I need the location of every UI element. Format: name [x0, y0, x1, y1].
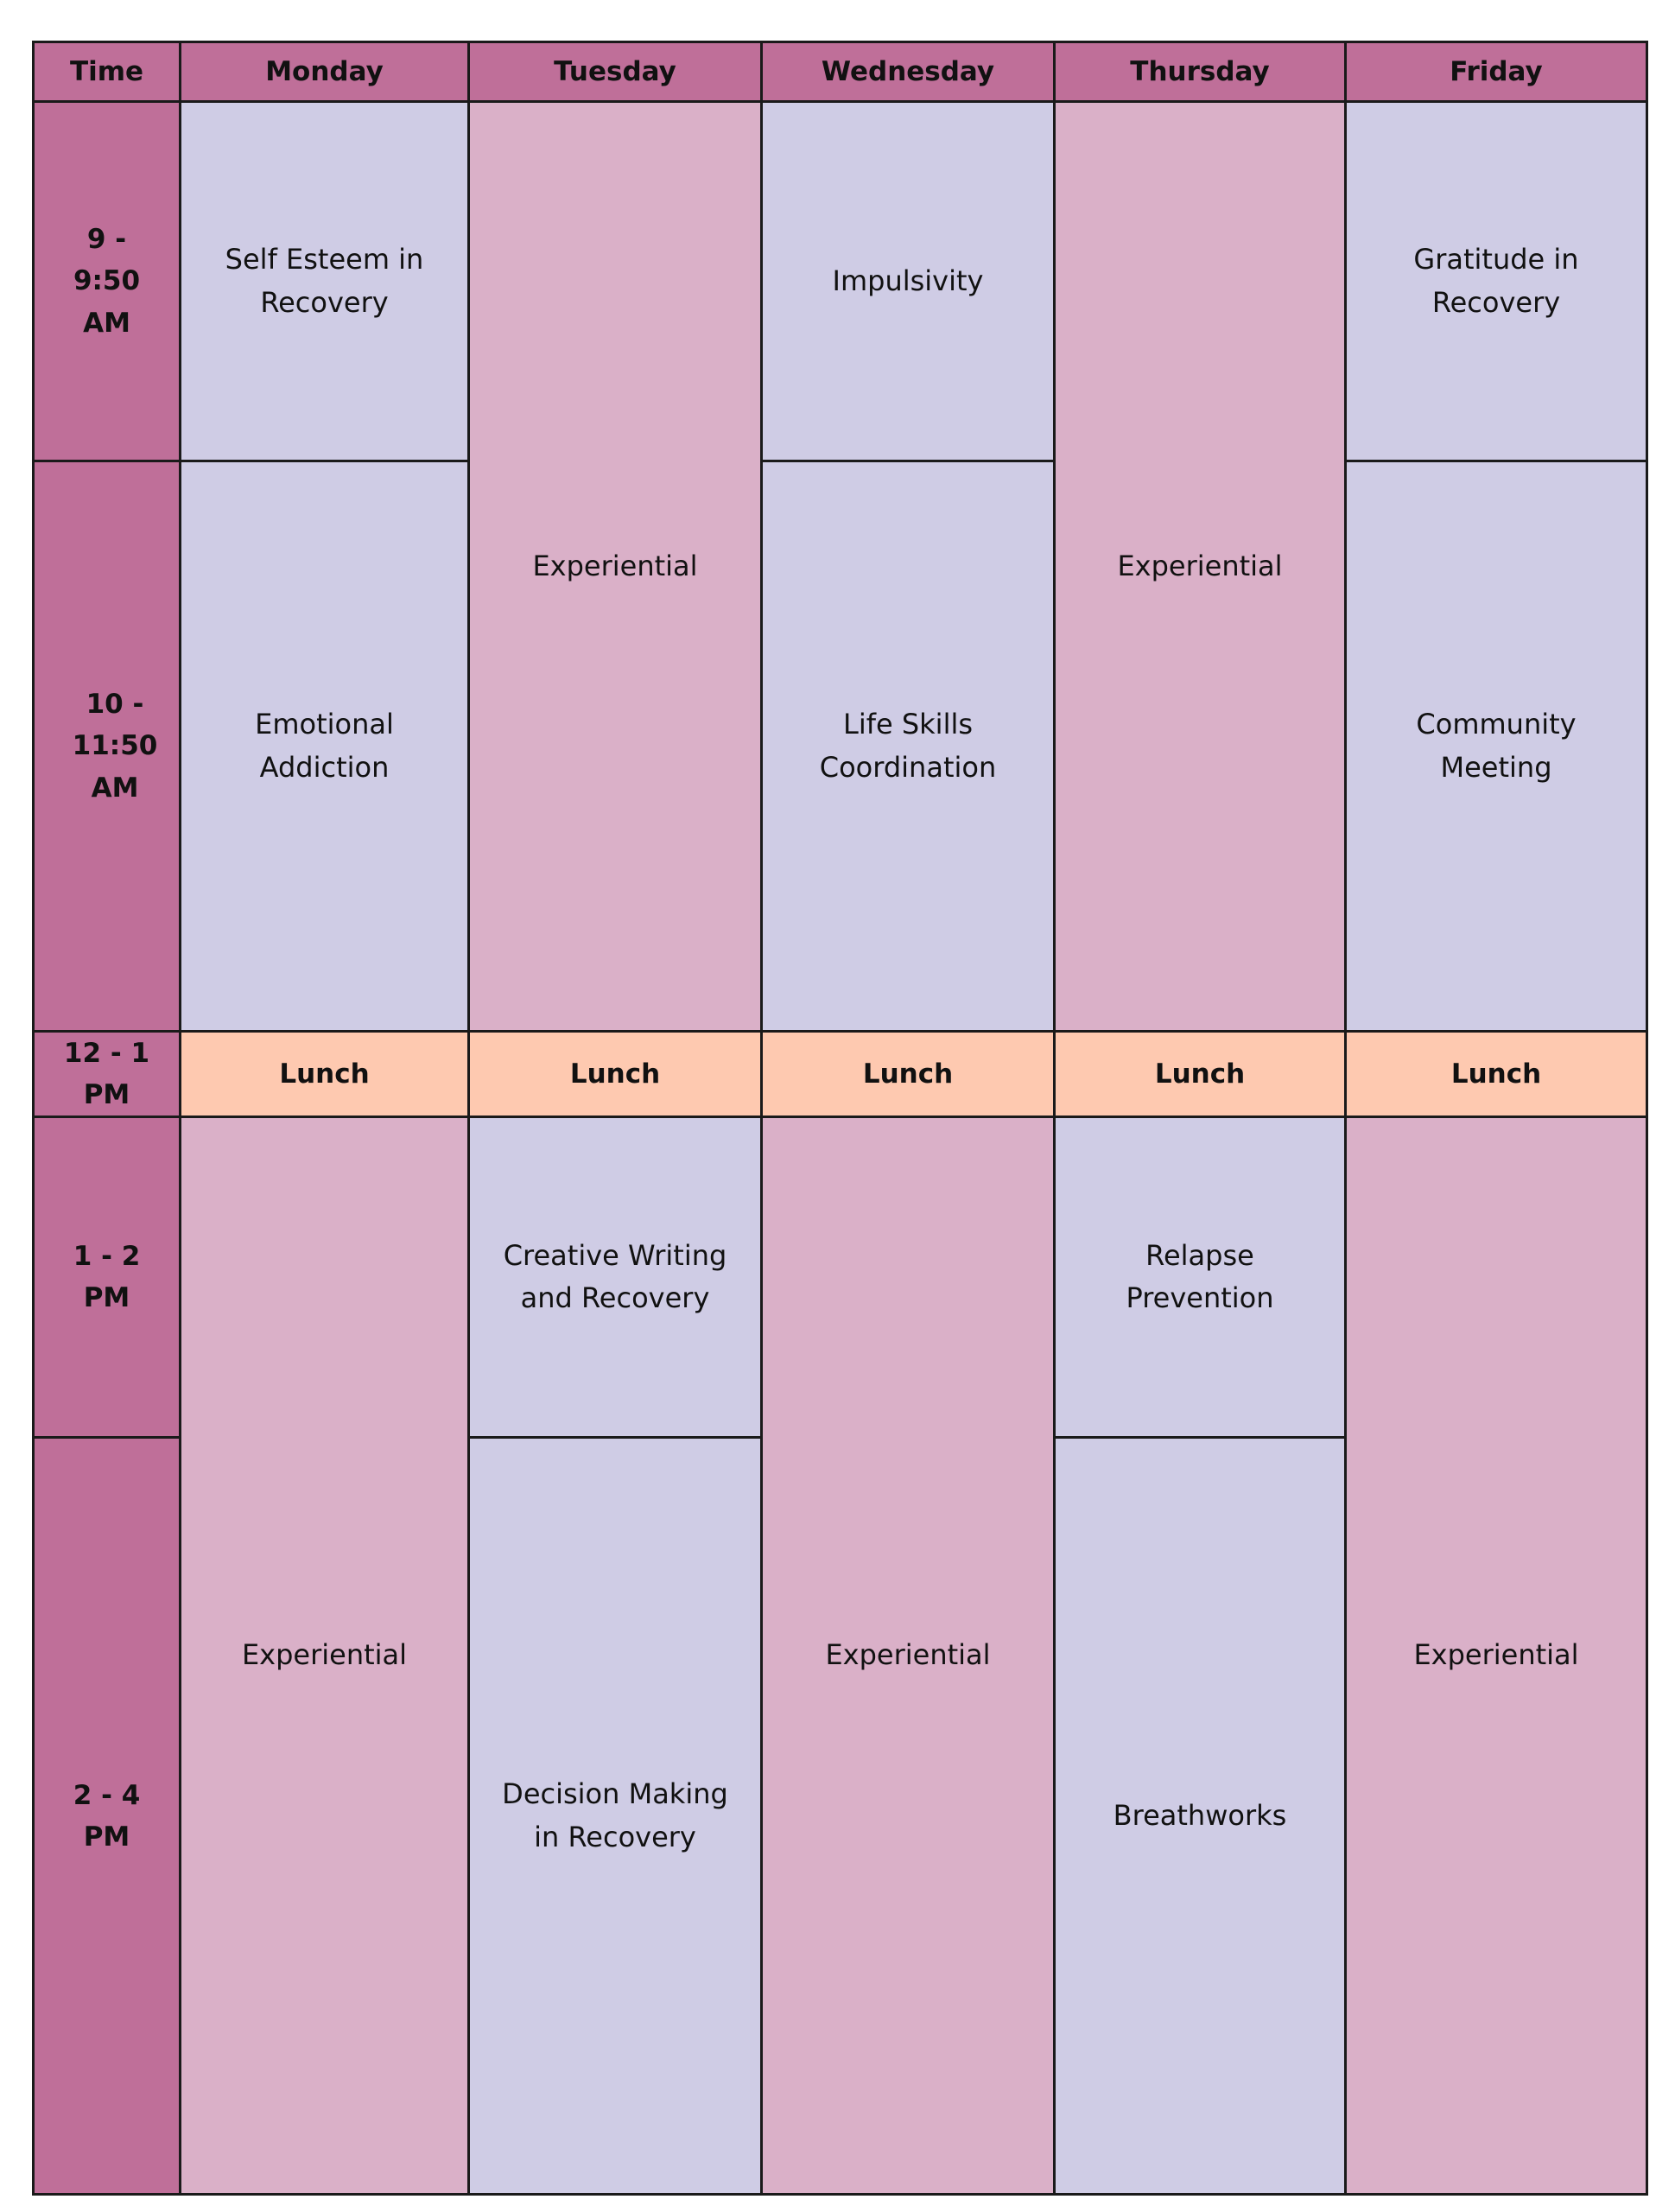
- session-label: Breathworks: [1113, 1798, 1287, 1832]
- time-slot-10am: [34, 461, 181, 1032]
- lunch-cell-thursday: Lunch: [1055, 1032, 1346, 1117]
- day-header-friday: Friday: [1346, 42, 1647, 102]
- session-cell-wednesday-afternoon: [762, 1117, 1055, 2195]
- session-label: Self Esteem in Recovery: [225, 242, 424, 319]
- session-cell-thursday-morning: [1055, 102, 1346, 1032]
- session-label: Gratitude in Recovery: [1413, 242, 1579, 319]
- session-label: Relapse Prevention: [1126, 1238, 1274, 1315]
- time-slot-label: 12 - 1 PM: [63, 1038, 150, 1111]
- session-cell-monday-9am: [181, 102, 469, 461]
- session-label: Experiential: [532, 549, 698, 582]
- time-slot-label: 10 - 11:50 AM: [72, 689, 158, 804]
- lunch-cell-tuesday: Lunch: [469, 1032, 762, 1117]
- day-header-tuesday: Tuesday: [469, 42, 762, 102]
- time-slot-1pm: [34, 1117, 181, 1438]
- schedule-row-10am: [34, 461, 1647, 1032]
- session-cell-friday-10am: [1346, 461, 1647, 1032]
- lunch-cell-wednesday: Lunch: [762, 1032, 1055, 1117]
- header-row: [34, 42, 1647, 102]
- day-header-monday: Monday: [181, 42, 469, 102]
- time-slot-label: 2 - 4 PM: [73, 1779, 141, 1853]
- time-slot-2pm: [34, 1438, 181, 2195]
- session-cell-friday-afternoon: [1346, 1117, 1647, 2195]
- session-label: Life Skills Coordination: [819, 707, 997, 784]
- session-label: Experiential: [825, 1638, 991, 1672]
- session-label: Experiential: [241, 1638, 408, 1672]
- schedule-row-1pm: [34, 1117, 1647, 1438]
- session-label: Decision Making in Recovery: [502, 1777, 728, 1853]
- session-label: Community Meeting: [1416, 707, 1577, 784]
- weekly-schedule-table: [32, 41, 1648, 2196]
- session-label: Experiential: [1413, 1638, 1579, 1672]
- time-slot-12pm: [34, 1032, 181, 1117]
- time-slot-label: 1 - 2 PM: [73, 1241, 141, 1314]
- session-cell-monday-10am: [181, 461, 469, 1032]
- day-header-wednesday: Wednesday: [762, 42, 1055, 102]
- session-cell-friday-9am: [1346, 102, 1647, 461]
- session-cell-tuesday-2pm: [469, 1438, 762, 2195]
- session-label: Impulsivity: [832, 264, 984, 297]
- session-cell-monday-afternoon: [181, 1117, 469, 2195]
- session-label: Experiential: [1117, 549, 1283, 582]
- session-cell-tuesday-morning: [469, 102, 762, 1032]
- session-cell-wednesday-9am: [762, 102, 1055, 461]
- session-cell-tuesday-1pm: [469, 1117, 762, 1438]
- time-column-header: Time: [34, 42, 181, 102]
- session-cell-thursday-1pm: [1055, 1117, 1346, 1438]
- schedule-row-lunch: [34, 1032, 1647, 1117]
- time-slot-9am: [34, 102, 181, 461]
- day-header-thursday: Thursday: [1055, 42, 1346, 102]
- session-cell-wednesday-10am: [762, 461, 1055, 1032]
- session-cell-thursday-2pm: [1055, 1438, 1346, 2195]
- schedule-row-9am: [34, 102, 1647, 461]
- lunch-cell-friday: Lunch: [1346, 1032, 1647, 1117]
- time-slot-label: 9 - 9:50 AM: [73, 224, 141, 339]
- session-label: Emotional Addiction: [255, 707, 394, 784]
- session-label: Creative Writing and Recovery: [503, 1238, 727, 1315]
- lunch-cell-monday: Lunch: [181, 1032, 469, 1117]
